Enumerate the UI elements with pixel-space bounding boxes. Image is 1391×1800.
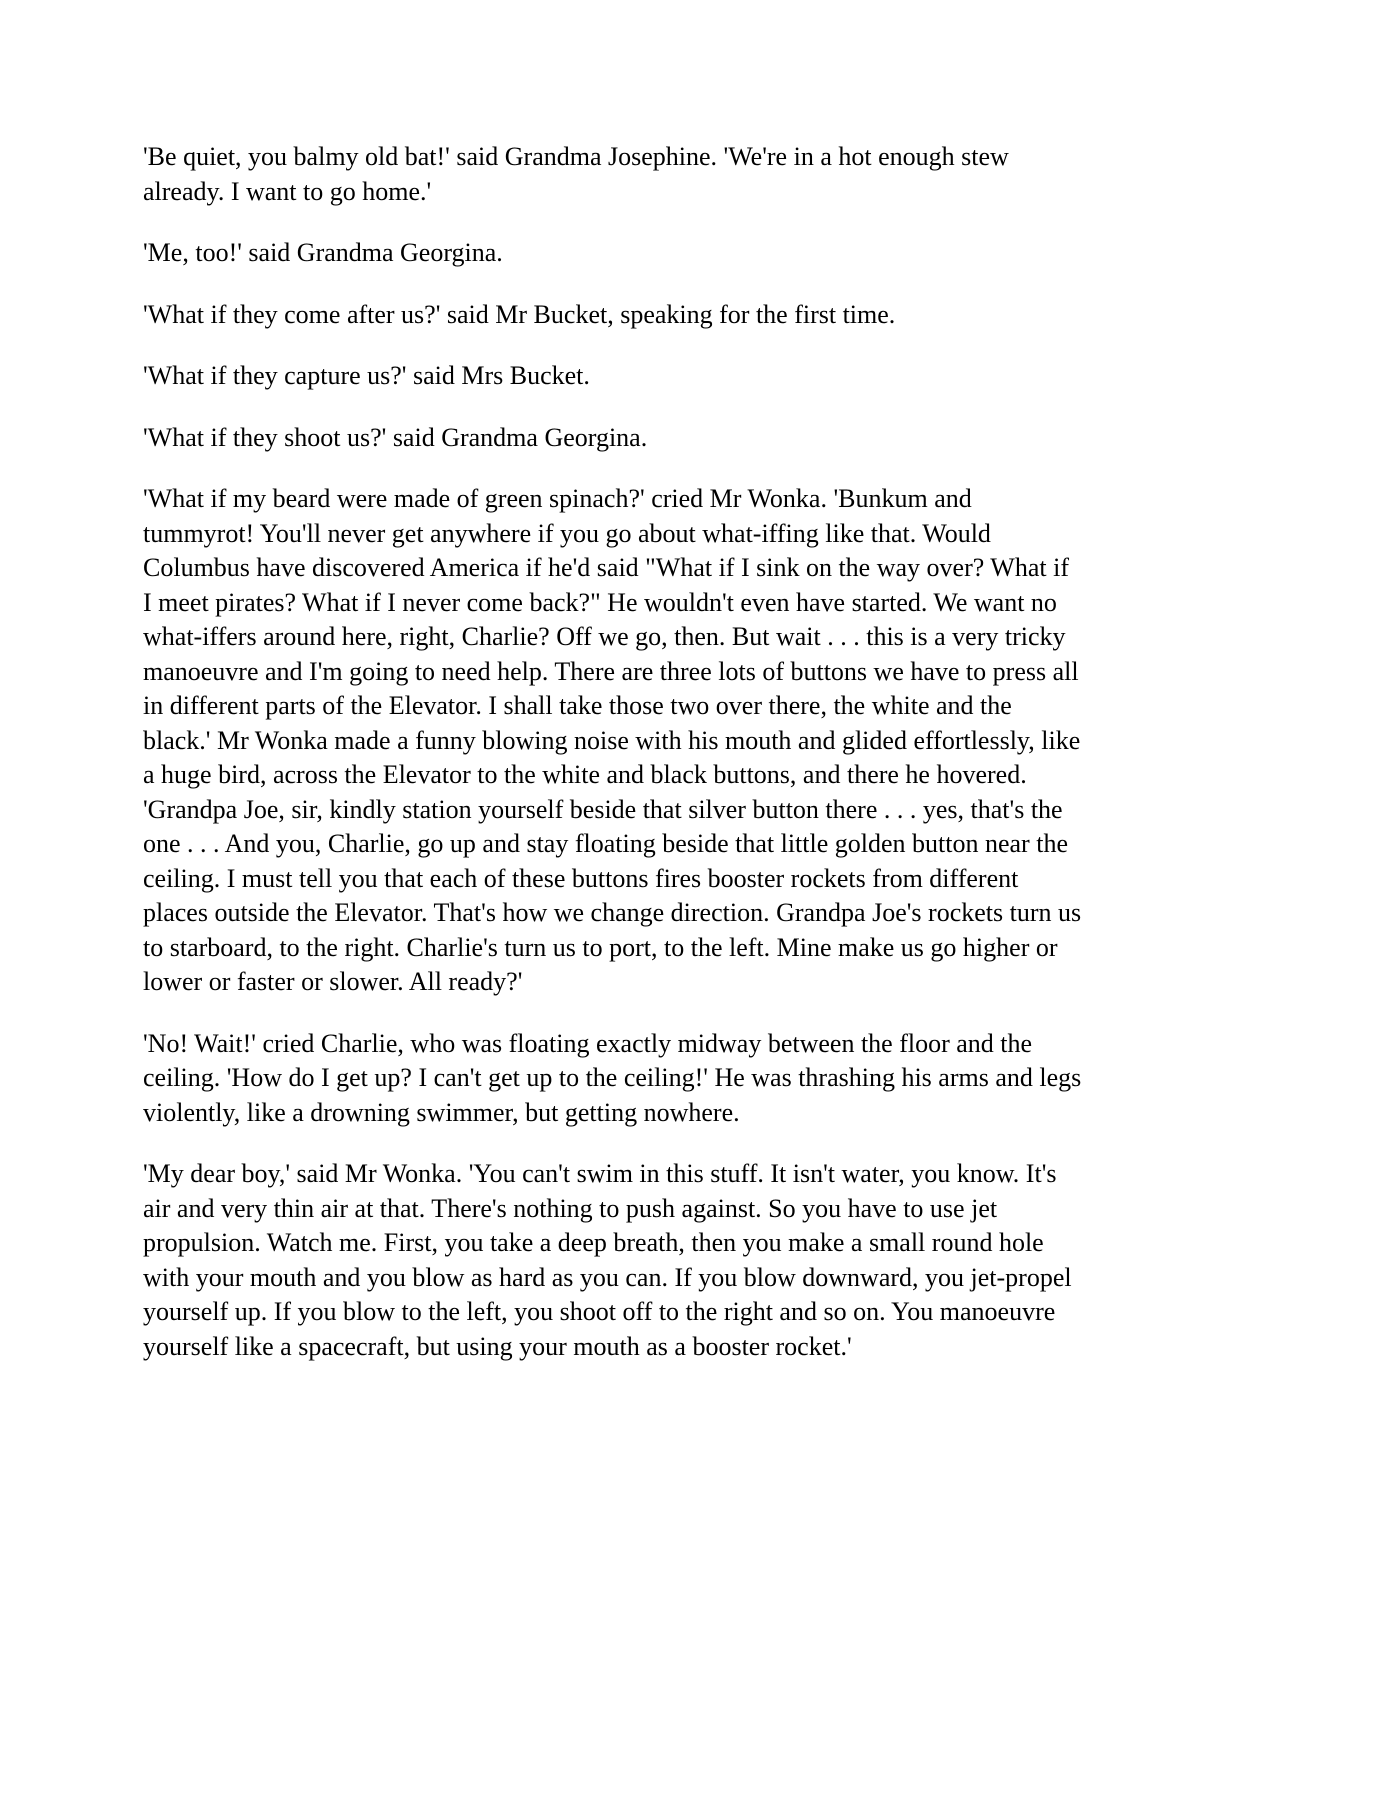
paragraph: 'Be quiet, you balmy old bat!' said Grandma Josephine. 'We're in a hot enough stew already. I want to go home.' xyxy=(143,142,1009,206)
paragraph: 'What if they capture us?' said Mrs Bucket. xyxy=(143,361,590,390)
paragraph: 'My dear boy,' said Mr Wonka. 'You can't swim in this stuff. It isn't water, you know. It's air and very thin air at that. There's nothing to push against. So you have to use jet propulsion. Watch me. First, you take a deep breath, then you make a small round hole with your mouth and you blow as hard as you can. If you blow downward, you jet-propel yourself up. If you blow to the left, you shoot off to the right and so on. You manoeuvre yourself like a spacecraft, but using your mouth as a booster rocket.' xyxy=(143,1159,1072,1361)
paragraph: 'No! Wait!' cried Charlie, who was floating exactly midway between the floor and the ceiling. 'How do I get up? I can't get up to the ceiling!' He was thrashing his arms and legs violently, like a drowning swimmer, but getting nowhere. xyxy=(143,1028,1082,1127)
paragraph: 'Me, too!' said Grandma Georgina. xyxy=(143,238,503,267)
paragraph: 'What if they come after us?' said Mr Bucket, speaking for the first time. xyxy=(143,299,896,329)
paragraph: 'What if they shoot us?' said Grandma Georgina. xyxy=(143,422,648,452)
paragraph: 'What if my beard were made of green spinach?' cried Mr Wonka. 'Bunkum and tummyrot! You'll never get anywhere if you go about what-iffing like that. Would Columbus have discovered America if he'd said "What if I sink on the way over? What if I meet pirates? What if I never come back?" He wouldn't even have started. We want no what-iffers around here, right, Charlie? Off we go, then. But wait . . . this is a very tricky manoeuvre and I'm going to need help. There are three lots of buttons we have to press all in different parts of the Elevator. I shall take those two over there, the white and the black.' Mr Wonka made a funny blowing noise with his mouth and glided effortlessly, like a huge bird, across the Elevator to the white and black buttons, and there he hovered. 'Grandpa Joe, sir, kindly station yourself beside that silver button there . . . yes, that's the one . . . And you, Charlie, go up and stay floating beside that little golden button near the ceiling. I must tell you that each of these buttons fires booster rockets from different places outside the Elevator. That's how we change direction. Grandpa Joe's rockets turn us to starboard, to the right. Charlie's turn us to port, to the left. Mine make us go higher or lower or faster or slower. All ready?' xyxy=(143,484,1082,996)
